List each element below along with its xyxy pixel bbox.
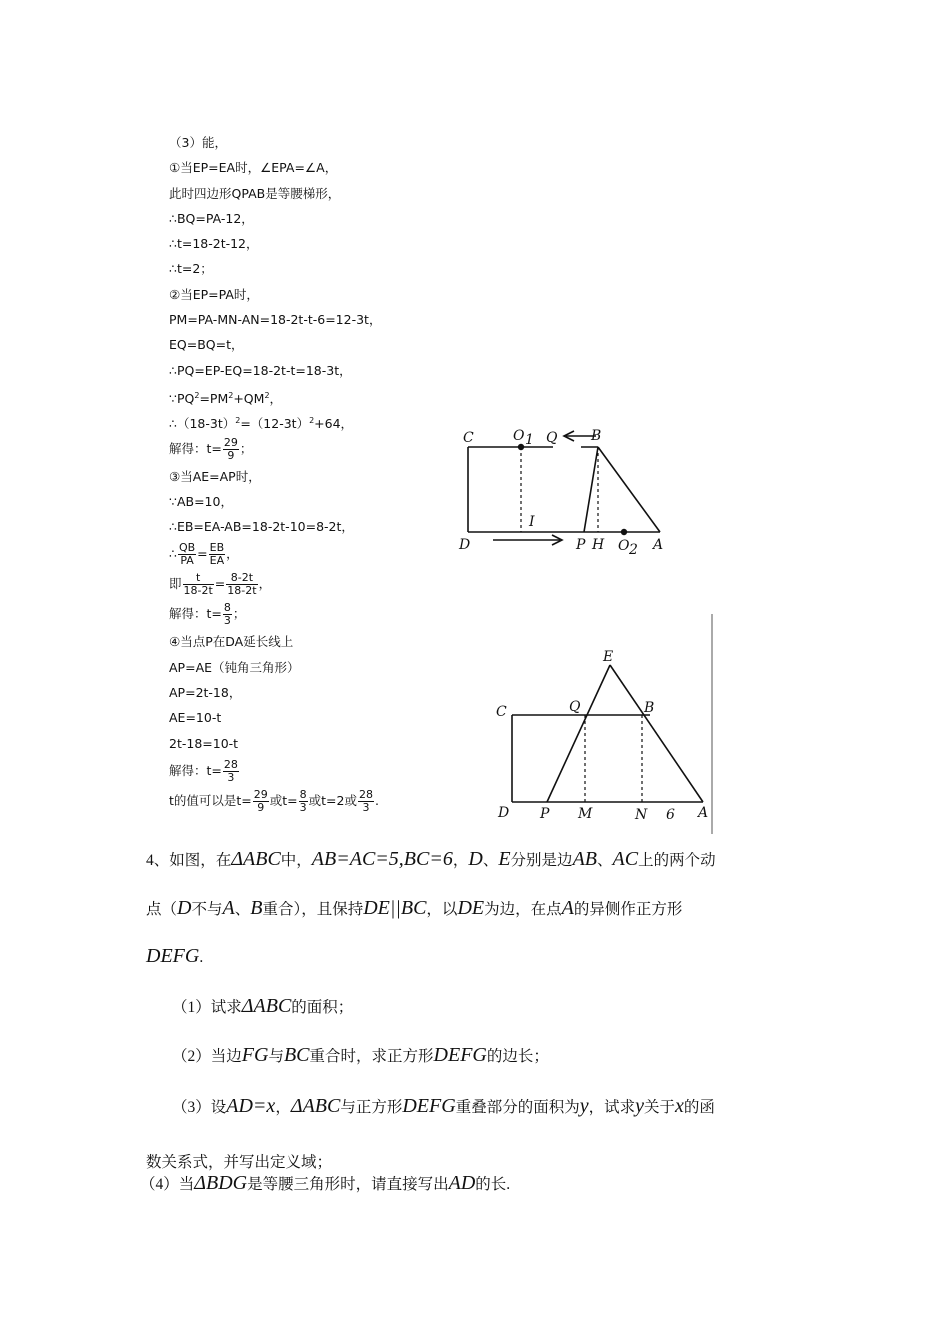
label-A: A [698, 805, 709, 821]
text: . [374, 792, 379, 808]
exponent: 2 [264, 390, 270, 400]
solution-block [169, 130, 381, 816]
text: =（12-3t） [240, 416, 310, 432]
text: 的异侧作正方形 [573, 901, 683, 918]
problem-4-line-3 [146, 945, 203, 968]
fraction [223, 437, 239, 462]
text: ， [452, 852, 469, 869]
text: ∴ [169, 546, 177, 562]
figure-1 [455, 422, 675, 562]
denominator: 18-2t [227, 584, 257, 598]
text: 解得：t= [169, 606, 222, 622]
label-six: 6 [666, 807, 675, 823]
question-4 [140, 1172, 510, 1195]
fraction [223, 759, 239, 784]
text: ； [239, 440, 253, 456]
math: AC [612, 848, 639, 870]
math: A [222, 897, 235, 919]
numerator: 8 [223, 601, 231, 615]
label-M: M [578, 806, 593, 822]
text: 数关系式，并写出定义域； [146, 1154, 333, 1171]
exponent: 2 [235, 416, 241, 426]
solution-line: ①当EP=EA时，∠EPA=∠A， [169, 160, 338, 176]
denominator: 9 [257, 800, 265, 814]
label-E: E [603, 649, 614, 665]
fraction [178, 542, 196, 567]
text: 重叠部分的面积为 [455, 1099, 580, 1116]
numerator: 8 [299, 787, 307, 801]
text: 不与 [191, 901, 223, 918]
label-N: N [635, 807, 648, 823]
text: ，以 [426, 901, 458, 918]
text: ， [226, 546, 239, 562]
label-C: C [496, 704, 507, 720]
question-2 [172, 1044, 549, 1067]
text: ，试求 [588, 1099, 636, 1116]
text: 分别是边 [510, 852, 573, 869]
math: y [635, 1095, 644, 1117]
text: 与 [268, 1048, 284, 1065]
math: DE [457, 897, 485, 919]
numerator: 29 [253, 787, 268, 801]
label-D: D [459, 537, 471, 553]
fraction [183, 572, 214, 597]
text: ∴（18-3t） [169, 416, 236, 432]
math: y [579, 1095, 589, 1117]
label-P: P [540, 806, 550, 822]
label-B: B [591, 428, 602, 444]
text: ， [258, 576, 272, 592]
solution-line [169, 786, 381, 816]
problem-4-line-2 [146, 897, 682, 920]
text: 的函 [683, 1099, 715, 1116]
math: D [468, 848, 483, 870]
label-D: D [498, 805, 510, 821]
segment-BA [598, 447, 660, 532]
math: AD=x [226, 1095, 276, 1117]
text: 是等腰三角形时，请直接写出 [247, 1176, 449, 1193]
fraction [253, 789, 269, 814]
label-A: A [653, 537, 664, 553]
math: FG [241, 1044, 269, 1066]
numerator: 28 [223, 757, 238, 771]
math: ΔABC [241, 995, 292, 1017]
math: DEFG [433, 1044, 487, 1066]
text: 为边，在点 [484, 901, 562, 918]
denominator: 3 [223, 614, 231, 628]
text: =PM [199, 391, 229, 407]
solution-line [169, 408, 381, 433]
numerator: QB [178, 541, 196, 555]
math: D [177, 897, 192, 919]
segment-EA [610, 665, 703, 802]
text: 、 [234, 901, 251, 918]
math: E [498, 848, 511, 870]
text: 重合），且保持 [262, 901, 364, 918]
solution-line: 此时四边形QPAB是等腰梯形， [169, 185, 341, 201]
text: +64， [314, 416, 354, 432]
label-H: H [592, 537, 605, 553]
numerator: 29 [223, 435, 238, 449]
solution-line: ∴PQ=EP-EQ=18-2t-t=18-3t， [169, 362, 352, 378]
math: BC [283, 1044, 310, 1066]
math: x [675, 1095, 684, 1117]
figure-2 [490, 645, 715, 830]
solution-line: ∴t=18-2t-12， [169, 236, 259, 252]
solution-line: ②当EP=PA时， [169, 286, 259, 302]
label-O2-sub: 2 [629, 542, 638, 558]
numerator: t [183, 572, 214, 585]
solution-line: PM=PA-MN-AN=18-2t-t-6=12-3t， [169, 312, 382, 328]
fraction [209, 542, 226, 567]
text: ， [275, 1099, 291, 1116]
text: 解得：t= [169, 762, 222, 778]
math: AB [572, 848, 597, 870]
solution-line: ∴EB=EA-AB=18-2t-10=8-2t， [169, 519, 354, 535]
math: DEFG [146, 945, 200, 967]
fraction [226, 572, 257, 597]
label-C: C [463, 430, 474, 446]
text: ， [269, 391, 283, 407]
text: 4、如图，在 [146, 852, 232, 869]
text: = [214, 576, 226, 592]
text: 或t= [269, 792, 298, 808]
denominator: EA [209, 554, 225, 568]
text: （3）设 [172, 1099, 227, 1116]
text: 的面积； [291, 999, 354, 1016]
numerator: 8-2t [226, 572, 257, 585]
denominator: 18-2t [183, 584, 213, 598]
point-O2 [621, 529, 627, 535]
math: A [561, 897, 574, 919]
solution-line [169, 756, 381, 786]
math: DE||BC [363, 897, 427, 919]
denominator: 9 [227, 448, 235, 462]
exponent: 2 [228, 390, 234, 400]
text: 或t=2或 [308, 792, 357, 808]
solution-line [169, 383, 381, 408]
math: DEFG [402, 1095, 456, 1117]
label-I: I [529, 514, 535, 530]
solution-line [169, 434, 381, 464]
solution-line: EQ=BQ=t， [169, 337, 244, 353]
segment-BP [584, 447, 598, 532]
text: 上的两个动 [638, 852, 716, 869]
exponent: 2 [309, 416, 315, 426]
math: AD [448, 1172, 476, 1194]
figure-1-svg [455, 422, 675, 562]
text: 重合时，求正方形 [309, 1048, 434, 1065]
solution-line: AE=10-t [169, 710, 222, 726]
text: 解得：t= [169, 440, 222, 456]
denominator: 3 [362, 800, 370, 814]
math: ΔABC [231, 848, 281, 870]
solution-line: ④当点P在DA延长线上 [169, 634, 294, 650]
denominator: 3 [227, 770, 235, 784]
math: AB=AC=5,BC=6 [311, 848, 453, 870]
text: （4）当 [140, 1176, 195, 1193]
solution-line: （3）能， [169, 135, 227, 150]
label-B: B [644, 700, 655, 716]
solution-line: ③当AE=AP时， [169, 468, 261, 484]
text: t的值可以是t= [169, 792, 252, 808]
question-3-cont [146, 1150, 332, 1172]
question-1 [172, 995, 353, 1018]
math: ΔABC [290, 1095, 341, 1117]
denominator: PA [180, 554, 194, 568]
solution-line [169, 569, 381, 599]
point-O1 [518, 444, 524, 450]
solution-line: ∴t=2； [169, 261, 213, 277]
fraction [223, 602, 232, 627]
text: +QM [233, 391, 265, 407]
math: ΔBDG [194, 1172, 248, 1194]
solution-line [169, 539, 381, 569]
label-Q: Q [569, 699, 581, 715]
solution-line: AP=2t-18， [169, 685, 242, 701]
solution-line: ∵AB=10， [169, 493, 233, 509]
exponent: 2 [194, 390, 200, 400]
text: 即 [169, 576, 182, 592]
text: 中， [280, 852, 312, 869]
label-Q: Q [546, 430, 558, 446]
numerator: 28 [358, 787, 373, 801]
text: 、 [482, 852, 499, 869]
math: B [250, 897, 263, 919]
text: 点（ [146, 901, 178, 918]
text: 关于 [644, 1099, 676, 1116]
solution-line [169, 599, 381, 629]
question-3 [172, 1095, 715, 1118]
text: 的长. [475, 1176, 511, 1193]
text: （2）当边 [172, 1048, 242, 1065]
label-O1-sub: 1 [525, 432, 534, 448]
fraction [358, 789, 374, 814]
text: 的边长； [486, 1048, 549, 1065]
text: ∵PQ [169, 391, 195, 407]
text: . [199, 949, 204, 966]
solution-line: ∴BQ=PA-12， [169, 210, 254, 226]
solution-line: 2t-18=10-t [169, 735, 239, 751]
numerator: EB [209, 541, 225, 555]
problem-4-line-1 [146, 848, 716, 871]
label-O2: O [618, 538, 630, 554]
figure-2-svg [490, 645, 715, 830]
text: = [197, 546, 208, 562]
label-O1: O [513, 428, 525, 444]
segment-PE [547, 665, 610, 802]
text: （1）试求 [172, 999, 242, 1016]
text: 、 [597, 852, 613, 869]
text: 与正方形 [340, 1099, 403, 1116]
fraction [299, 789, 308, 814]
label-P: P [576, 537, 586, 553]
text: ； [232, 606, 246, 622]
solution-line: AP=AE（钝角三角形） [169, 659, 300, 675]
denominator: 3 [299, 800, 307, 814]
